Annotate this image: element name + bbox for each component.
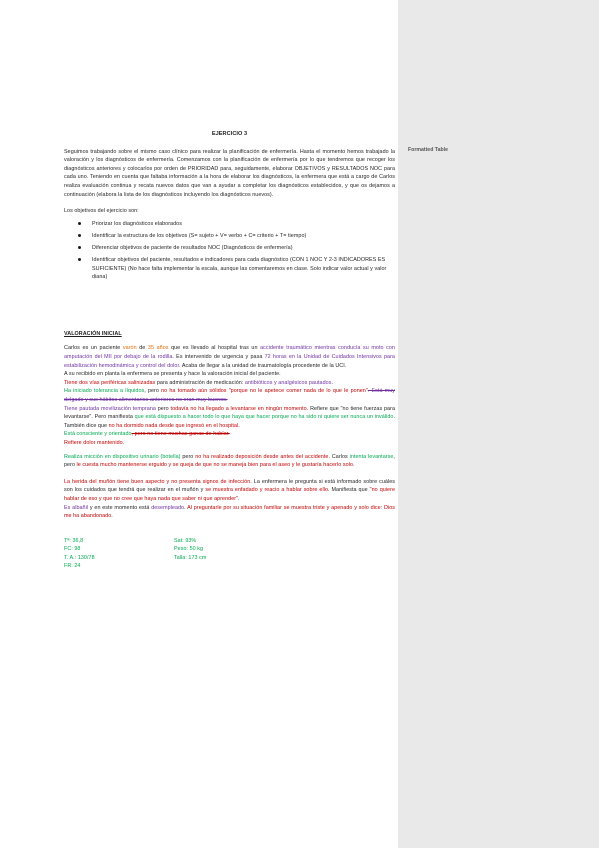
document-title: EJERCICIO 3 — [211, 131, 248, 137]
heart-rate-value: FC: 98 — [64, 546, 81, 553]
saturation-value: Sat: 93% — [174, 537, 197, 544]
objectives-lead: Los objetivos del ejercicio son: — [64, 208, 139, 215]
objective-item: Priorizar los diagnósticos elaborados — [64, 220, 395, 229]
paragraph-lines: Tiene dos vías periféricas salinizadas para administración de medicación: antibióticos y analgésicos pautados. — [64, 379, 334, 386]
comment-pane — [398, 0, 599, 848]
bullet-icon — [78, 258, 81, 261]
respiratory-rate-value: FR: 24 — [64, 563, 81, 570]
comment-label: Formatted Table — [408, 147, 448, 153]
intro-paragraph: Seguimos trabajando sobre el mismo caso clínico para realizar la planificación de enfermería. Hasta el momento hemos trabajado la valoración y los diagnósticos de enfermería. Comenzamos con la planificación de enfermería por lo que tendremos que recoger los diagnósticos anteriores y colocarlos por orden de PRIORIDAD para, seguidamente, elaborar OBJETIVOS y RESULTADOS NOC para cada uno. Teniendo en cuenta que faltaba información a la hora de elaborar los diagnósticos, la enfermera que está a cargo de Carlos realiza evaluación continua y recata nuevos datos que van a ayudar a completar los diagnósticos establecidos, y que os dejamos a continuación (elabora la lista de los diagnósticos incluyendo los diagnósticos nuevos). — [64, 148, 395, 198]
objective-item: Identificar objetivos del paciente, resultados e indicadores para cada diagnóstico (CON 1 NOC Y 2-3 INDICADORES ES SUFICIENTE) (No hace falta implementar la escala, aunque las comentaremos en clase. Solo indicar valor actual y valor diana) — [64, 256, 395, 282]
paragraph-social: Es albañil y en este momento está desempleado. Al preguntarle por su situación familiar se muestra triste y apenado y solo dice: Dios me ha abandonado. — [64, 504, 396, 520]
paragraph-mobility: Tiene pautada movilización temprana pero todavía no ha llegado a levantarse en ningún momento. Refiere que "no tiene fuerzas para levantarse". Pero manifiesta que está dispuesto a hacer todo lo que haya que hacer porque no ha sido ni quiere ser nunca un inválido. También dice que no ha dormido nada desde que ingresó en el hospital. — [64, 405, 396, 429]
section-title: VALORACIÓN INICIAL — [64, 330, 122, 337]
blood-pressure-value: T. A.: 130/78 — [64, 554, 95, 561]
document-body — [64, 112, 395, 571]
paragraph-elimination: Realiza micción en dispositivo urinario (botella) pero no ha realizado deposición desde antes del accidente. Carlos intenta levantarse, pero le cuesta mucho mantenerse erguido y se queja de que no se maneja bien para el aseo y le gustaría hacerlo solo. — [64, 453, 395, 469]
bullet-icon — [78, 234, 81, 237]
temperature-value: Tª: 36,8 — [64, 537, 84, 544]
paragraph-wound: La herida del muñón tiene buen aspecto y no presenta signos de infección. La enfermera le pregunta si está informado sobre cuáles son los cuidados que tendrá que realizar en el muñón y se muestra enfadado y reacio a hablar sobre ello. Manifiesta que "no quiere hablar de eso y que no cree que haya nada que saber ni que aprender". — [64, 478, 395, 502]
paragraph-consciousness: Está consciente y orientado, pero no tiene muchas ganas de hablar. — [64, 431, 230, 438]
objectives-list — [64, 220, 395, 282]
paragraph-pain: Refiere dolor mantenido. — [64, 439, 125, 446]
vital-signs — [64, 537, 395, 571]
bullet-icon — [78, 246, 81, 249]
paragraph-reception: A su recibido en planta la enfermera se presenta y hace la valoración inicial del paciente. — [64, 371, 281, 378]
weight-value: Peso: 50 kg — [174, 546, 204, 553]
paragraph-patient: Carlos es un paciente varón de 35 años que es llevado al hospital tras un accidente traumático mientras conducía su moto con amputación del MII por debajo de la rodilla. Es intervenido de urgencia y pasa 72 horas en la Unidad de Cuidados Intensivos para estabilización hemodinámica y control del dolor. Acaba de llegar a la unidad de traumatología procedente de la UCI. — [64, 345, 395, 369]
bullet-icon — [78, 222, 81, 225]
paragraph-nutrition: Ha iniciado tolerancia a líquidos, pero no ha tomado aún sólidos "porque no le apetece comer nada de lo que le ponen". Está muy delgado y sus hábitos alimentarios anteriores no eran muy buenos. — [64, 388, 395, 403]
objective-item: Diferenciar objetivos de paciente de resultados NOC (Diagnósticos de enfermería) — [64, 244, 395, 253]
objective-item: Identificar la estructura de los objetivos (S= sujeto + V= verbo + C= criterio + T= tiempo) — [64, 232, 395, 241]
height-value: Talla: 173 cm — [174, 554, 207, 561]
